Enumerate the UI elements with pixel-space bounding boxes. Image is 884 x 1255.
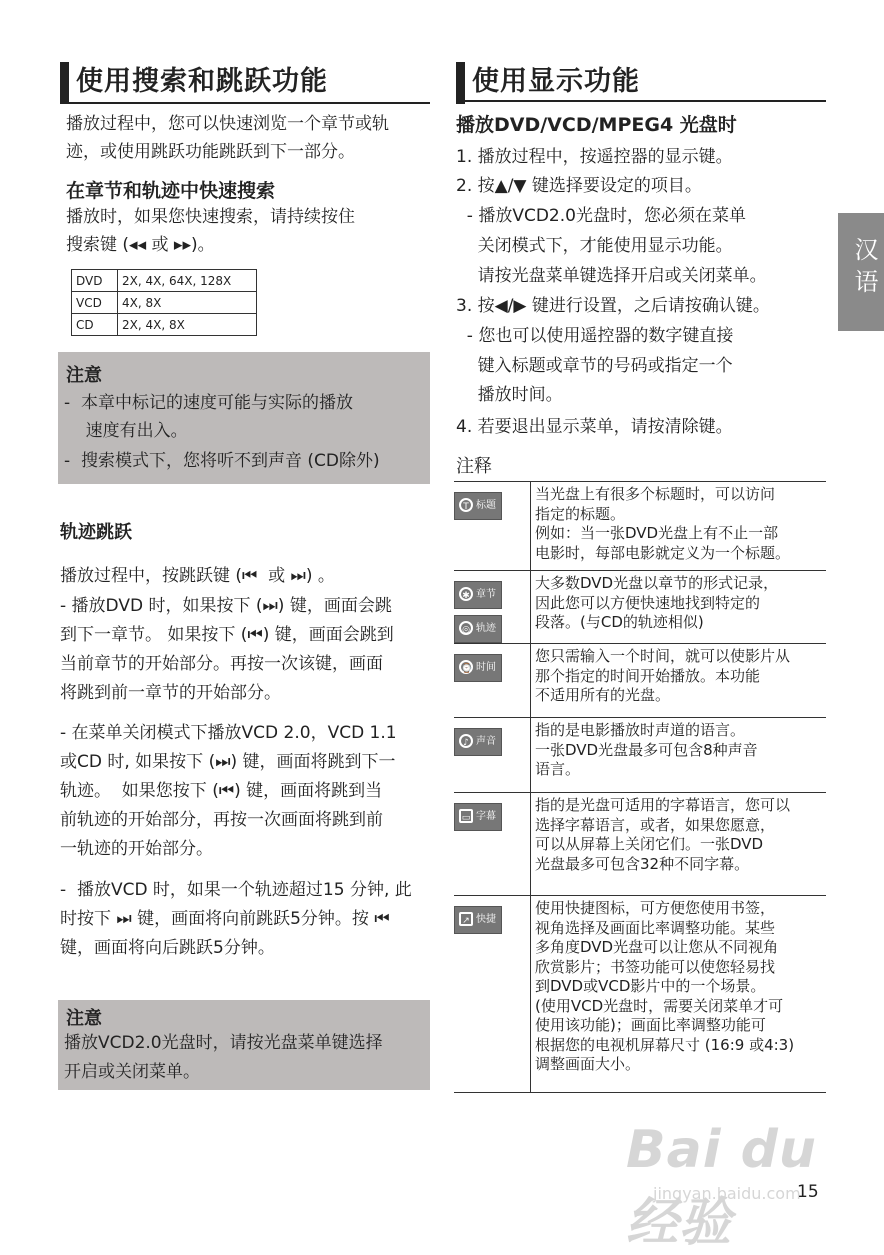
right-section-title: 使用显示功能 bbox=[456, 62, 640, 102]
speed-cell: 4X, 8X bbox=[118, 292, 257, 314]
note-line: - 本章中标记的速度可能与实际的播放 bbox=[64, 393, 353, 413]
glossary-row bbox=[454, 896, 826, 1093]
glossary-row bbox=[454, 482, 826, 571]
glossary-heading: 注释 bbox=[456, 456, 492, 477]
step-line: 关闭模式下，才能使用显示功能。 bbox=[456, 236, 733, 256]
note-title: 注意 bbox=[66, 365, 102, 386]
jump-line: - 播放DVD 时，如果按下 (⏭) 键，画面会跳 bbox=[60, 596, 392, 616]
language-side-tab bbox=[838, 213, 884, 331]
right-title-rule bbox=[456, 100, 826, 102]
left-intro-line-2: 迹，或使用跳跃功能跳跃到下一部分。 bbox=[66, 142, 355, 162]
display-subheading: 播放DVD/VCD/MPEG4 光盘时 bbox=[456, 114, 737, 136]
jump-line: 播放过程中，按跳跃键 (⏮ 或 ⏭) 。 bbox=[60, 566, 335, 586]
note-line: 速度有出入。 bbox=[64, 421, 188, 441]
speed-cell: 2X, 4X, 8X bbox=[118, 314, 257, 336]
watermark-brand: Bai du 经验 bbox=[626, 1120, 817, 1253]
note-box-vcd bbox=[58, 1000, 430, 1090]
glossary-row bbox=[454, 718, 826, 793]
step-line: - 您也可以使用遥控器的数字键直接 bbox=[456, 326, 734, 346]
cd-line: 时按下 ⏭ 键，画面将向前跳跃5分钟。按 ⏮ bbox=[60, 909, 390, 929]
step-line: 3. 按◀/▶ 键进行设置，之后请按确认键。 bbox=[456, 296, 770, 316]
jump-line: 当前章节的开始部分。再按一次该键，画面 bbox=[60, 654, 383, 674]
search-heading: 在章节和轨迹中快速搜索 bbox=[66, 180, 276, 202]
left-intro-line-1: 播放过程中，您可以快速浏览一个章节或轨 bbox=[66, 114, 389, 134]
subtitle-icon: ▭ 字幕 bbox=[454, 803, 502, 831]
language-label: 汉语 bbox=[850, 237, 878, 301]
title-icon: T 标题 bbox=[454, 492, 502, 520]
table-row bbox=[72, 270, 257, 292]
step-line: 键入标题或章节的号码或指定一个 bbox=[456, 356, 733, 376]
left-title-rule bbox=[60, 102, 430, 104]
note-line: 播放VCD2.0光盘时，请按光盘菜单键选择 bbox=[64, 1033, 383, 1053]
disc-type-cell: CD bbox=[72, 314, 118, 336]
page-number: 15 bbox=[797, 1182, 819, 1202]
track-icon: ◎ 轨迹 bbox=[454, 615, 502, 643]
search-speed-table bbox=[71, 269, 257, 336]
step-line: 播放时间。 bbox=[456, 385, 563, 405]
glossary-text: 大多数DVD光盘以章节的形式记录， 因此您可以方便快速地找到特定的 段落。(与CD的轨迹相似) bbox=[531, 571, 827, 644]
glossary-text: 指的是电影播放时声道的语言。 一张DVD光盘最多可包含8种声音 语言。 bbox=[531, 718, 827, 793]
left-section-title: 使用搜索和跳跃功能 bbox=[60, 62, 328, 102]
note-line: - 搜索模式下，您将听不到声音 (CD除外) bbox=[64, 451, 380, 471]
step-line: 请按光盘菜单键选择开启或关闭菜单。 bbox=[456, 266, 767, 286]
search-text-line-1: 播放时，如果您快速搜索，请持续按住 bbox=[66, 207, 355, 227]
watermark-url: jingyan.baidu.com bbox=[653, 1184, 801, 1203]
disc-type-cell: DVD bbox=[72, 270, 118, 292]
glossary-table bbox=[454, 481, 826, 1093]
glossary-row bbox=[454, 793, 826, 896]
note-line: 开启或关闭菜单。 bbox=[64, 1062, 200, 1082]
cd-line: - 播放VCD 时，如果一个轨迹超过15 分钟, 此 bbox=[60, 880, 412, 900]
note-title: 注意 bbox=[66, 1008, 102, 1029]
vcd-line: - 在菜单关闭模式下播放VCD 2.0，VCD 1.1 bbox=[60, 723, 397, 743]
note-box-search bbox=[58, 352, 430, 484]
step-line: - 播放VCD2.0光盘时，您必须在菜单 bbox=[456, 206, 746, 226]
glossary-text: 当光盘上有很多个标题时，可以访问 指定的标题。 例如：当一张DVD光盘上有不止一部 电影时，每部电影就定义为一个标题。 bbox=[531, 482, 827, 571]
step-line: 4. 若要退出显示菜单，请按清除键。 bbox=[456, 417, 733, 437]
step-line: 1. 播放过程中，按遥控器的显示键。 bbox=[456, 147, 733, 167]
speed-cell: 2X, 4X, 64X, 128X bbox=[118, 270, 257, 292]
step-line: 2. 按▲/▼ 键选择要设定的项目。 bbox=[456, 176, 702, 196]
glossary-row bbox=[454, 644, 826, 718]
search-text-line-2: 搜索键 (◂◂ 或 ▸▸)。 bbox=[66, 235, 215, 255]
table-row bbox=[72, 314, 257, 336]
table-row bbox=[72, 292, 257, 314]
glossary-text: 您只需输入一个时间，就可以使影片从 那个指定的时间开始播放。本功能 不适用所有的光盘。 bbox=[531, 644, 827, 718]
jump-line: 将跳到前一章节的开始部分。 bbox=[60, 683, 281, 703]
audio-icon: ♪ 声音 bbox=[454, 728, 502, 756]
vcd-line: 轨迹。 如果您按下 (⏮) 键，画面将跳到当 bbox=[60, 781, 383, 801]
vcd-line: 或CD 时, 如果按下 (⏭) 键，画面将跳到下一 bbox=[60, 752, 396, 772]
time-icon: ⌚ 时间 bbox=[454, 654, 502, 682]
vcd-line: 前轨迹的开始部分，再按一次画面将跳到前 bbox=[60, 810, 383, 830]
glossary-row bbox=[454, 571, 826, 644]
disc-type-cell: VCD bbox=[72, 292, 118, 314]
chapter-icon: ✱ 章节 bbox=[454, 581, 502, 609]
cd-line: 键，画面将向后跳跃5分钟。 bbox=[60, 938, 275, 958]
jump-heading: 轨迹跳跃 bbox=[60, 522, 132, 543]
shortcut-icon: ↗ 快捷 bbox=[454, 906, 502, 934]
vcd-line: 一轨迹的开始部分。 bbox=[60, 839, 213, 859]
baidu-watermark bbox=[626, 1120, 884, 1255]
glossary-text: 使用快捷图标，可方便您使用书签， 视角选择及画面比率调整功能。某些 多角度DVD光盘可以让您从不同视角 欣赏影片；书签功能可以使您轻易找 到DVD或VCD影片中的一个场景。 (使用VCD光盘时，需要关闭菜单才可 使用该功能)；画面比率调整功能可 根据您的电视机屏幕尺寸 (16:9 或4:3) 调整画面大小。 bbox=[531, 896, 827, 1093]
glossary-text: 指的是光盘可适用的字幕语言，您可以 选择字幕语言，或者，如果您愿意， 可以从屏幕上关闭它们。一张DVD 光盘最多可包含32种不同字幕。 bbox=[531, 793, 827, 896]
jump-line: 到下一章节。 如果按下 (⏮) 键，画面会跳到 bbox=[60, 625, 394, 645]
